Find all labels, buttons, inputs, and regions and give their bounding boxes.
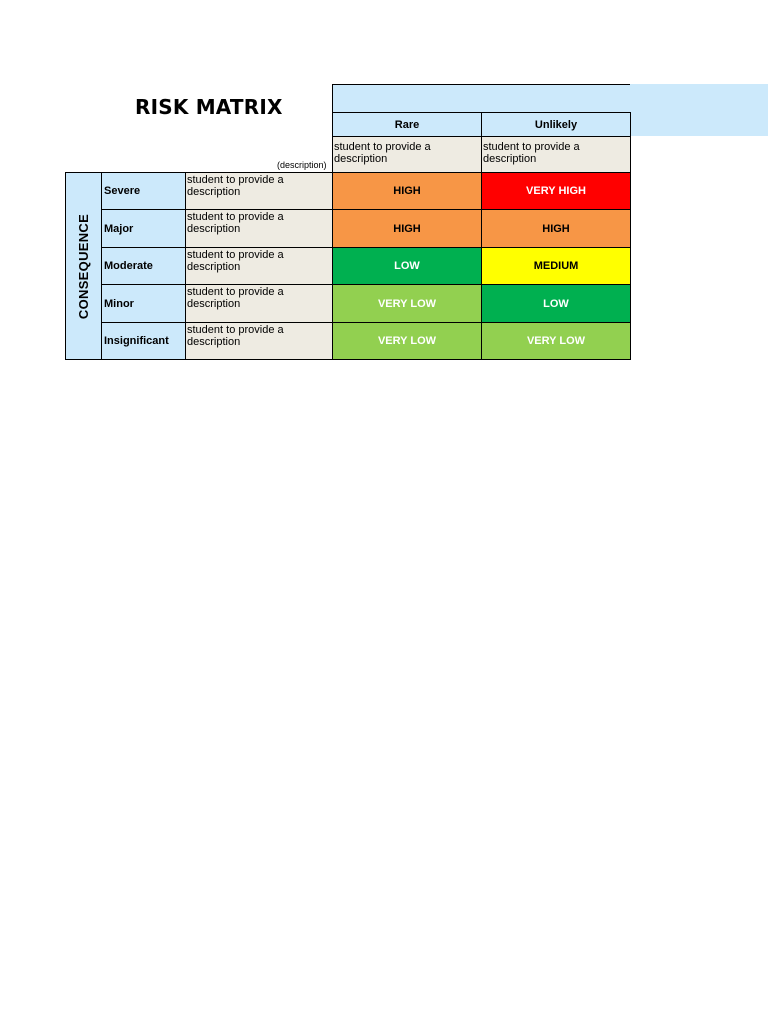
row-description-moderate[interactable]: student to provide a description [185,247,333,285]
column-description-unlikely[interactable]: student to provide a description [481,136,631,173]
column-header-unlikely: Unlikely [481,112,631,137]
row-label-severe: Severe [101,172,186,210]
row-description-major[interactable]: student to provide a description [185,209,333,248]
divider [332,84,333,113]
risk-cell-severe-unlikely[interactable]: VERY HIGH [481,172,631,210]
consequence-axis-label [65,172,102,360]
row-label-major: Major [101,209,186,248]
description-note: (description) [277,160,327,170]
risk-cell-minor-rare[interactable]: VERY LOW [332,284,482,323]
risk-cell-moderate-unlikely[interactable]: MEDIUM [481,247,631,285]
consequence-axis-text: CONSEQUENCE [76,213,91,319]
row-description-minor[interactable]: student to provide a description [185,284,333,323]
page-title: RISK MATRIX [135,95,283,119]
risk-cell-insignificant-rare[interactable]: VERY LOW [332,322,482,360]
risk-cell-major-unlikely[interactable]: HIGH [481,209,631,248]
row-label-moderate: Moderate [101,247,186,285]
column-header-rare: Rare [332,112,482,137]
risk-cell-severe-rare[interactable]: HIGH [332,172,482,210]
row-label-minor: Minor [101,284,186,323]
risk-cell-major-rare[interactable]: HIGH [332,209,482,248]
row-description-severe[interactable]: student to provide a description [185,172,333,210]
risk-cell-moderate-rare[interactable]: LOW [332,247,482,285]
divider [332,84,630,85]
row-description-insignificant[interactable]: student to provide a description [185,322,333,360]
column-description-rare[interactable]: student to provide a description [332,136,482,173]
risk-cell-minor-unlikely[interactable]: LOW [481,284,631,323]
risk-cell-insignificant-unlikely[interactable]: VERY LOW [481,322,631,360]
row-label-insignificant: Insignificant [101,322,186,360]
